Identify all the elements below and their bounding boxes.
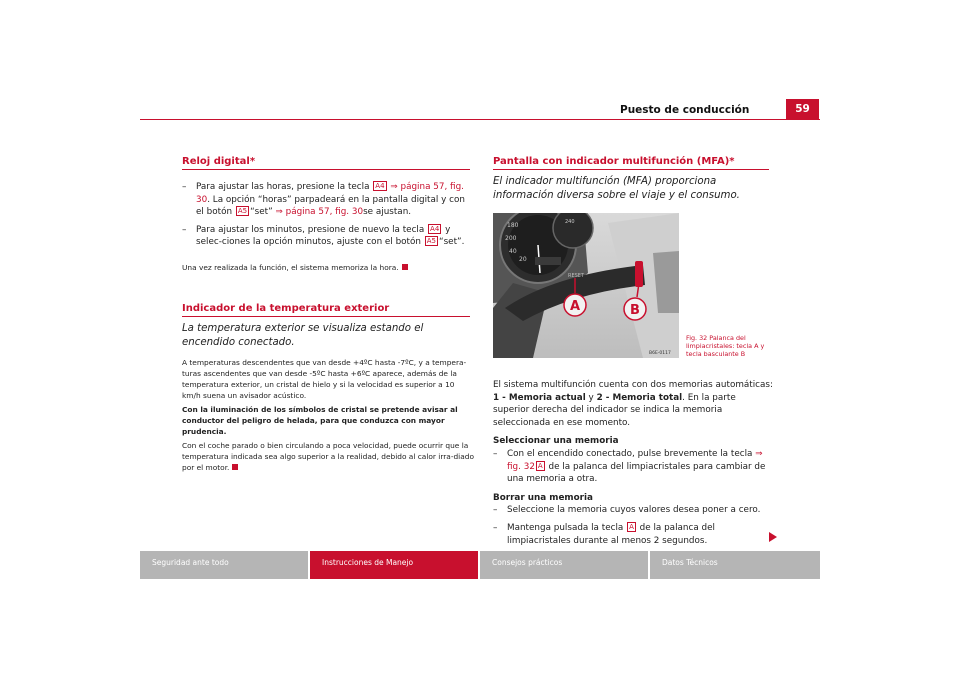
section-rule [182, 169, 470, 170]
callout-a: A [570, 299, 581, 314]
paragraph-text: y [585, 392, 597, 403]
step-text: “set”. [439, 237, 465, 248]
section-title-mfa: Pantalla con indicador multifunción (MFA)* [493, 156, 735, 167]
end-of-section-icon [402, 264, 408, 270]
footer-tab-instrucciones[interactable]: Instrucciones de Manejo [310, 551, 478, 579]
svg-text:180: 180 [507, 222, 519, 229]
end-of-section-icon [232, 464, 238, 470]
section-intro: La temperatura exterior se visualiza estando el encendido conectado. [182, 323, 424, 348]
paragraph-bold: Con la iluminación de los símbolos de cristal se pretende avisar al conductor del peligro de helada, para que conduzca con mayor prudencia. [182, 405, 458, 436]
key-a4-symbol: A4 [375, 182, 385, 190]
section-title-temperatura: Indicador de la temperatura exterior [182, 303, 390, 314]
svg-text:240: 240 [565, 219, 575, 225]
step-seleccionar [493, 448, 773, 486]
step-text: Con el encendido conectado, pulse brevemente la tecla [507, 448, 753, 459]
page-reference-link[interactable]: ⇒ página 57, fig. 30 [275, 207, 364, 218]
step-text: “set” [250, 207, 273, 218]
paragraph [182, 440, 474, 473]
section-title-reloj: Reloj digital* [182, 156, 256, 167]
running-header: Puesto de conducción [620, 104, 750, 116]
step-text: . La opción “horas” parpadeará en la pantalla digital y con el botón [196, 194, 465, 218]
figure-wiper-lever [493, 213, 679, 358]
figure-caption: Fig. 32 Palanca del limpiacristales: tecla A y tecla basculante B [686, 334, 765, 358]
figure-code: B6E-0117 [649, 351, 671, 356]
footer-tab-seguridad[interactable]: Seguridad ante todo [140, 551, 308, 579]
next-page-arrow-icon[interactable] [769, 532, 777, 542]
key-a-symbol: A [629, 522, 634, 531]
step-text: de la palanca del limpiacristales para cambiar de una memoria a otra. [507, 461, 766, 485]
paragraph-text: El sistema multifunción cuenta con dos memorias automáticas: [493, 380, 773, 390]
svg-text:20: 20 [519, 256, 527, 263]
key-a5-symbol: A5 [237, 207, 248, 216]
step-text: Para ajustar los minutos, presione de nuevo la tecla [196, 224, 425, 235]
wiper-lever-illustration [493, 213, 679, 358]
figure-reference-link[interactable]: ⇒ fig. 32 [507, 448, 763, 472]
step-text: de la palanca del limpiacristales durante al menos 2 segundos. [507, 522, 715, 546]
section-rule [493, 169, 769, 170]
step-text: Mantenga pulsada la tecla [507, 522, 624, 533]
key-a5-symbol: A5 [426, 237, 437, 246]
paragraph: A temperaturas descendentes que van desde +4ºC hasta -7ºC, y a tempera-turas ascendentes que van desde -5ºC hasta +6ºC aparece, además de la temperatura exterior, un cristal de hielo y si la velocidad es superior a 10 km/h suena un avisador acústico. [182, 358, 467, 400]
mfa-body [493, 379, 773, 547]
step-text: se ajustan. [363, 207, 412, 218]
step-text: Para ajustar las horas, presione la tecla [196, 182, 370, 192]
memory-1-label: 1 - Memoria actual [493, 392, 586, 403]
memory-2-label: 2 - Memoria total [596, 392, 683, 403]
footer-tab-consejos[interactable]: Consejos prácticos [480, 551, 648, 579]
subheading-seleccionar: Seleccionar una memoria [493, 436, 619, 447]
section-rule [182, 316, 470, 317]
svg-text:200: 200 [505, 235, 517, 242]
step-borrar-2 [493, 522, 773, 547]
reloj-note [182, 262, 472, 273]
key-a4-symbol: A4 [430, 224, 440, 233]
reloj-step-minutes [182, 224, 472, 249]
section-intro: El indicador multifunción (MFA) proporciona información diversa sobre el viaje y el consumo. [493, 176, 740, 201]
step-text: y selec-ciones la opción minutos, ajuste con el botón [196, 224, 451, 248]
svg-text:RESET: RESET [568, 273, 585, 279]
note-text: Una vez realizada la función, el sistema memoriza la hora. [182, 263, 399, 272]
svg-text:40: 40 [509, 248, 517, 255]
callout-b: B [630, 303, 640, 318]
key-a-symbol: A [537, 461, 543, 470]
paragraph-text: . En la parte superior derecha del indicador se indica la memoria seleccionada en ese momento. [493, 392, 736, 428]
temperatura-body [182, 357, 474, 473]
paragraph-text: Con el coche parado o bien circulando a poca velocidad, puede ocurrir que la temperatura indicada sea algo superior a la realidad, debido al calor irra-diado por el motor. [182, 441, 474, 472]
header-divider [140, 119, 820, 120]
page-reference-link[interactable]: ⇒ página 57, fig. 30 [196, 182, 464, 205]
footer-tab-datos[interactable]: Datos Técnicos [650, 551, 820, 579]
paragraph [493, 379, 773, 429]
page-number: 59 [786, 99, 819, 119]
subheading-borrar: Borrar una memoria [493, 492, 593, 503]
footer-nav [140, 551, 820, 579]
reloj-step-hours [182, 181, 472, 219]
step-borrar-1: – Seleccione la memoria cuyos valores desea poner a cero. [493, 504, 773, 517]
reloj-steps [182, 181, 472, 249]
